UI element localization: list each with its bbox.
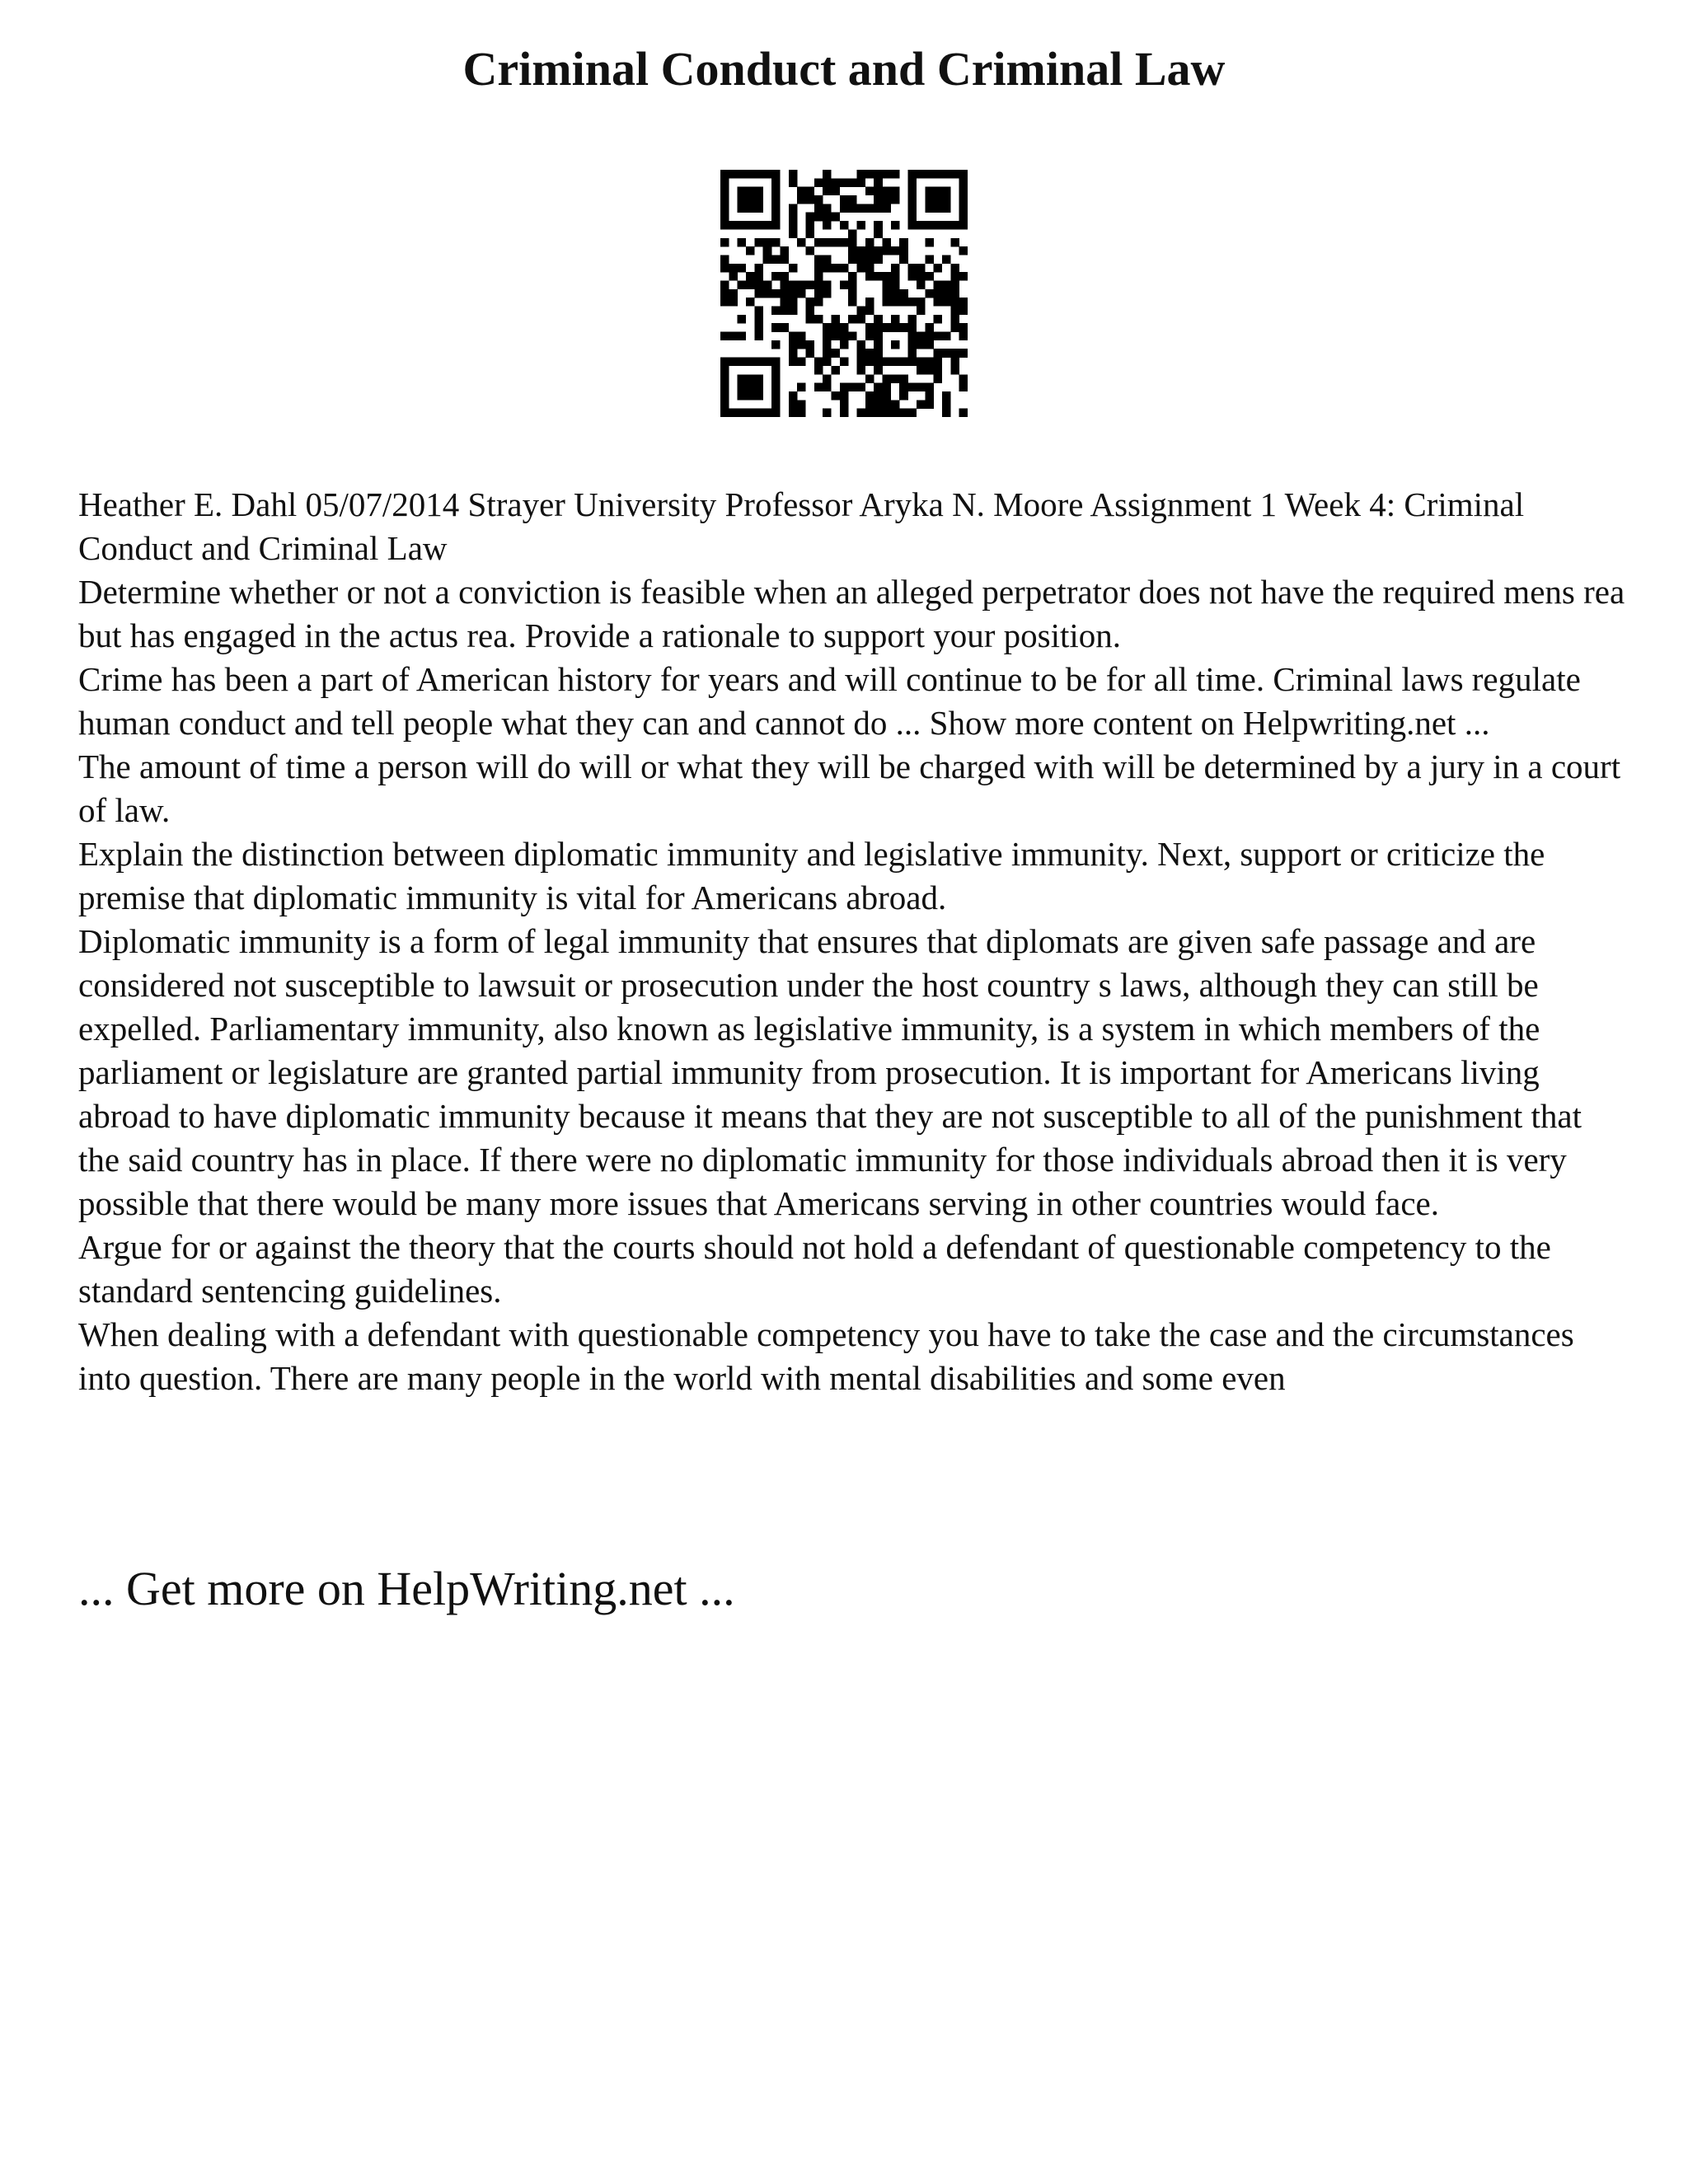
document-body	[78, 483, 1628, 1400]
document-title: Criminal Conduct and Criminal Law	[462, 42, 1226, 96]
get-more-link[interactable]: ... Get more on HelpWriting.net ...	[78, 1562, 735, 1615]
question-3: Argue for or against the theory that the courts should not hold a defendant of questionable competency to the standard sentencing guidelines.	[78, 1228, 1551, 1310]
author-line: Heather E. Dahl 05/07/2014 Strayer University Professor Aryka N. Moore Assignment 1 Week 4: Criminal Conduct and Criminal Law	[78, 485, 1525, 567]
question-1: Determine whether or not a conviction is feasible when an alleged perpetrator does not have the required mens rea but has engaged in the actus rea. Provide a rationale to support your position.	[78, 573, 1625, 654]
answer-1: Crime has been a part of American history for years and will continue to be for all time. Criminal laws regulate human conduct and tell people what they can and cannot do ... Show more content on Helpwriting.net ...	[78, 660, 1581, 742]
question-2: Explain the distinction between diplomatic immunity and legislative immunity. Next, support or criticize the premise that diplomatic immunity is vital for Americans abroad.	[78, 835, 1545, 916]
answer-3: When dealing with a defendant with questionable competency you have to take the case and the circumstances into question. There are many people in the world with mental disabilities and some even	[78, 1315, 1574, 1397]
qr-code-icon	[720, 170, 968, 417]
answer-1-continued: The amount of time a person will do will or what they will be charged with will be determined by a jury in a court of law.	[78, 748, 1621, 829]
answer-2: Diplomatic immunity is a form of legal immunity that ensures that diplomats are given safe passage and are considered not susceptible to lawsuit or prosecution under the host country s laws, although they can still be expelled. Parliamentary immunity, also known as legislative immunity, is a system in which members of the parliament or legislature are granted partial immunity from prosecution. It is important for Americans living abroad to have diplomatic immunity because it means that they are not susceptible to all of the punishment that the said country has in place. If there were no diplomatic immunity for those individuals abroad then it is very possible that there would be many more issues that Americans serving in other countries would face.	[78, 922, 1582, 1222]
